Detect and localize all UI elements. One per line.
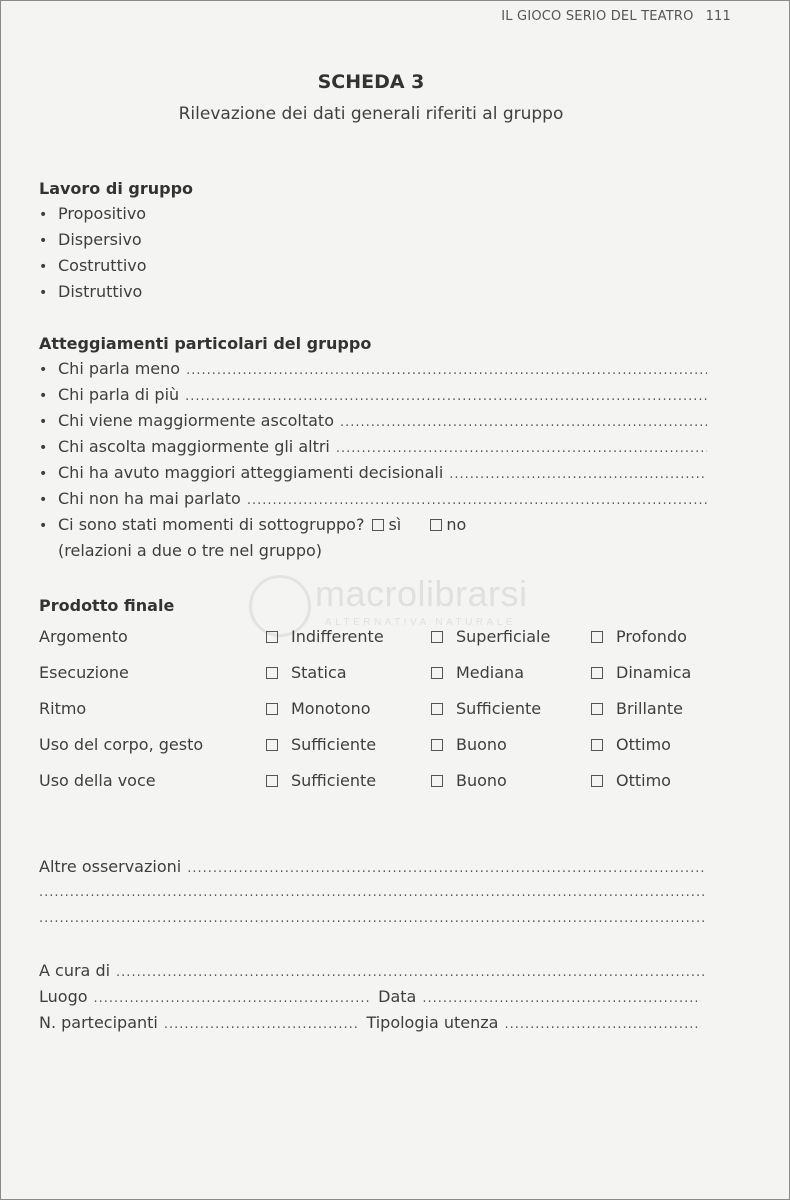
running-header [501,9,731,24]
bullet-icon: • [39,388,48,404]
dotted-answer-line[interactable] [116,960,707,984]
dotted-answer-line[interactable] [185,384,707,408]
yes-label: sì [388,515,402,534]
rating-option[interactable]: Statica [266,655,347,691]
fill-in-row[interactable]: Luogo ..... Data ..... [39,984,707,1010]
fill-in-row[interactable]: A cura di ..... [39,958,707,984]
rating-option[interactable]: Indifferente [266,619,384,655]
section-atteggiamenti [39,332,707,564]
section-heading: Atteggiamenti particolari del gruppo [39,334,372,353]
dotted-answer-line[interactable] [504,1012,701,1036]
rating-row [39,619,707,655]
no-label: no [446,515,467,534]
page-title: SCHEDA 3 [317,71,425,93]
dotted-answer-line[interactable] [187,856,707,880]
rating-option[interactable]: Superficiale [431,619,550,655]
bullet-icon: • [39,233,48,249]
checkbox[interactable] [431,703,443,715]
fill-in-row[interactable]: • Chi ha avuto maggiori atteggiamenti decisionali ..... [39,460,707,486]
rating-option[interactable]: Buono [431,763,507,799]
yes-checkbox[interactable] [372,519,384,531]
rating-label: Uso della voce [39,771,156,790]
watermark-tagline: ALTERNATIVA NATURALE [325,617,516,628]
rating-option[interactable]: Brillante [591,691,683,727]
page-number: 111 [705,9,731,24]
checkbox[interactable] [431,739,443,751]
rating-option[interactable]: Ottimo [591,727,671,763]
dotted-answer-line[interactable] [449,462,707,486]
fill-in-row[interactable]: • Chi non ha mai parlato ..... [39,486,707,512]
list-item: • Propositivo [39,201,707,227]
subgroup-question: • Ci sono stati momenti di sottogruppo? sì no [39,512,707,538]
dotted-answer-line[interactable] [336,436,707,460]
rating-option[interactable]: Profondo [591,619,687,655]
rating-option[interactable]: Sufficiente [266,763,376,799]
dotted-answer-line[interactable] [247,488,707,512]
rating-row [39,763,707,799]
rating-label: Uso del corpo, gesto [39,735,204,754]
checkbox[interactable] [266,703,278,715]
bullet-icon: • [39,518,48,534]
checkbox[interactable] [266,775,278,787]
section-heading: Prodotto finale [39,596,175,615]
section-osservazioni [39,854,707,932]
fill-in-row[interactable]: • Chi parla meno ..... [39,356,707,382]
checkbox[interactable] [266,631,278,643]
list-item: • Costruttivo [39,253,707,279]
rating-option[interactable]: Dinamica [591,655,691,691]
rating-row [39,727,707,763]
rating-option[interactable]: Sufficiente [266,727,376,763]
no-checkbox[interactable] [430,519,442,531]
bullet-icon: • [39,259,48,275]
dotted-answer-line[interactable] [164,1012,361,1036]
dotted-answer-line[interactable] [422,986,701,1010]
dotted-answer-line[interactable] [94,986,373,1010]
bullet-icon: • [39,285,48,301]
yes-no-choice [372,512,466,538]
rating-label: Argomento [39,627,128,646]
rating-label: Esecuzione [39,663,129,682]
section-heading: Lavoro di gruppo [39,179,194,198]
rating-option[interactable]: Mediana [431,655,524,691]
dotted-answer-line[interactable] [39,906,707,932]
rating-option[interactable]: Ottimo [591,763,671,799]
page-subtitle: Rilevazione dei dati generali riferiti al gruppo [178,104,564,124]
checkbox[interactable] [591,667,603,679]
list-item: • Distruttivo [39,279,707,305]
bullet-icon: • [39,362,48,378]
question-note: (relazioni a due o tre nel gruppo) [58,541,323,560]
bullet-icon: • [39,440,48,456]
fill-in-row[interactable]: Altre osservazioni ..... [39,854,707,880]
checkbox[interactable] [266,667,278,679]
checkbox[interactable] [591,775,603,787]
rating-label: Ritmo [39,699,87,718]
list-item: • Dispersivo [39,227,707,253]
checkbox[interactable] [591,739,603,751]
checkbox[interactable] [431,775,443,787]
checkbox[interactable] [431,667,443,679]
checkbox[interactable] [266,739,278,751]
section-lavoro [39,177,707,305]
rating-row [39,655,707,691]
fill-in-row[interactable]: • Chi parla di più ..... [39,382,707,408]
rating-option[interactable]: Sufficiente [431,691,541,727]
checkbox[interactable] [591,703,603,715]
dotted-answer-line[interactable] [186,358,707,382]
fill-in-row[interactable]: • Chi viene maggiormente ascoltato ..... [39,408,707,434]
rating-option[interactable]: Monotono [266,691,371,727]
dotted-answer-line[interactable] [39,880,707,906]
section-footer-fields [39,958,707,1036]
fill-in-row[interactable]: • Chi ascolta maggiormente gli altri ..... [39,434,707,460]
bullet-icon: • [39,466,48,482]
watermark-brand: macrolibrarsi [315,573,528,614]
fill-in-row[interactable]: N. partecipanti ..... Tipologia utenza ..... [39,1010,707,1036]
bullet-icon: • [39,414,48,430]
running-title: IL GIOCO SERIO DEL TEATRO [501,9,694,24]
rating-option[interactable]: Buono [431,727,507,763]
section-prodotto [39,593,707,799]
dotted-answer-line[interactable] [340,410,707,434]
checkbox[interactable] [431,631,443,643]
bullet-icon: • [39,207,48,223]
checkbox[interactable] [591,631,603,643]
rating-row [39,691,707,727]
bullet-icon: • [39,492,48,508]
